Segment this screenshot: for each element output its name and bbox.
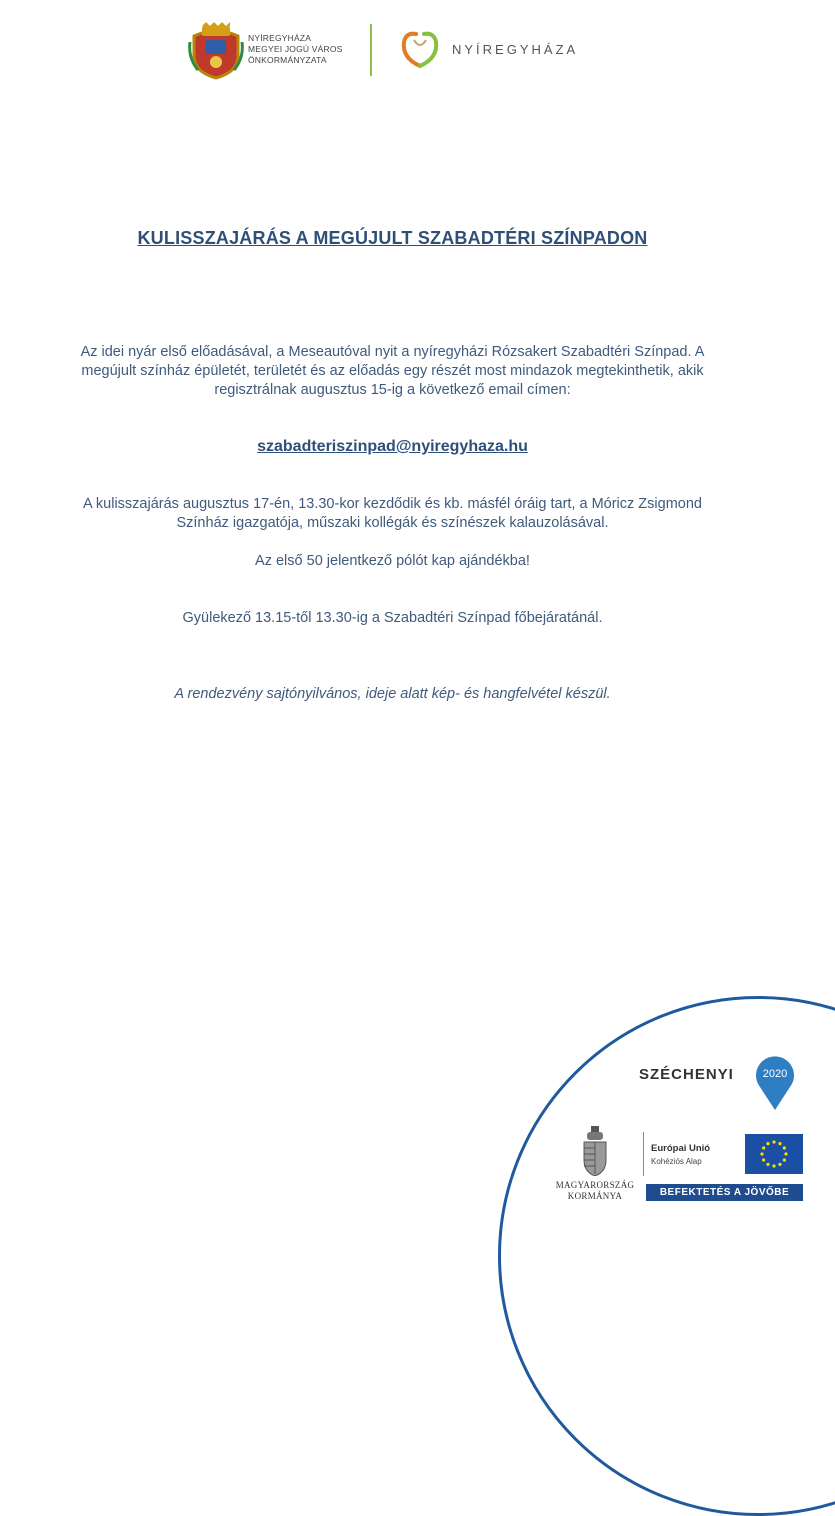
eu-star <box>783 1158 786 1161</box>
eu-star <box>784 1152 787 1155</box>
meeting-point-paragraph: Gyülekező 13.15-től 13.30-ig a Szabadtéri Színpad főbejáratánál. <box>182 610 603 626</box>
schedule-paragraph: A kulisszajárás augusztus 17-én, 13.30-kor kezdődik és kb. másfél óráig tart, a Móricz Zsigmond Színház igazgatója, műszaki kollégák és színészek kalauzolásával. <box>83 496 702 531</box>
city-name-line: NYÍREGYHÁZA <box>248 33 312 43</box>
intro-paragraph: Az idei nyár első előadásával, a Meseautóval nyit a nyíregyházi Rózsakert Szabadtéri Színpad. A megújult színház épületét, területét és az előadás egy részét most mindazok megtekinthetik, akik regisztrálnak augusztus 15-ig a következő email címen: <box>80 344 705 398</box>
eu-star <box>778 1163 781 1166</box>
eu-fund-name: Kohéziós Alap <box>651 1157 702 1166</box>
eu-star <box>766 1163 769 1166</box>
gift-paragraph: Az első 50 jelentkező pólót kap ajándékba! <box>255 553 530 569</box>
hungarian-crest-icon <box>581 1126 609 1176</box>
eu-star <box>772 1164 775 1167</box>
eu-flag-icon <box>745 1134 803 1174</box>
city-name-line: ÖNKORMÁNYZATA <box>248 55 327 65</box>
government-label-line: KORMÁNYA <box>567 1191 623 1201</box>
eu-star <box>772 1140 775 1143</box>
page-header <box>0 0 835 90</box>
eu-star <box>762 1146 765 1149</box>
szechenyi-pin-icon <box>754 1053 796 1111</box>
press-note-paragraph: A rendezvény sajtónyilvános, ideje alatt kép- és hangfelvétel készül. <box>174 686 611 702</box>
government-label <box>552 1180 638 1202</box>
invest-in-future-banner: BEFEKTETÉS A JÖVŐBE <box>646 1184 803 1201</box>
eu-star <box>783 1146 786 1149</box>
city-coat-of-arms-icon <box>188 22 244 80</box>
government-label-line: MAGYARORSZÁG <box>555 1180 635 1190</box>
brand-name: NYÍREGYHÁZA <box>452 42 579 57</box>
header-divider <box>370 24 372 76</box>
footer-divider <box>643 1132 644 1176</box>
eu-star <box>766 1142 769 1145</box>
szechenyi-year: 2020 <box>762 1068 788 1080</box>
registration-email-link[interactable]: szabadteriszinpad@nyiregyhaza.hu <box>257 438 528 455</box>
document-title: KULISSZAJÁRÁS A MEGÚJULT SZABADTÉRI SZÍNPADON <box>137 228 648 248</box>
nyiregyhaza-logo-icon <box>396 28 444 70</box>
szechenyi-label: SZÉCHENYI <box>639 1066 734 1083</box>
city-name-line: MEGYEI JOGÚ VÁROS <box>248 44 343 54</box>
city-government-name <box>248 33 343 66</box>
eu-name: Európai Unió <box>651 1143 711 1154</box>
eu-star <box>762 1158 765 1161</box>
eu-star <box>778 1142 781 1145</box>
eu-star <box>760 1152 763 1155</box>
